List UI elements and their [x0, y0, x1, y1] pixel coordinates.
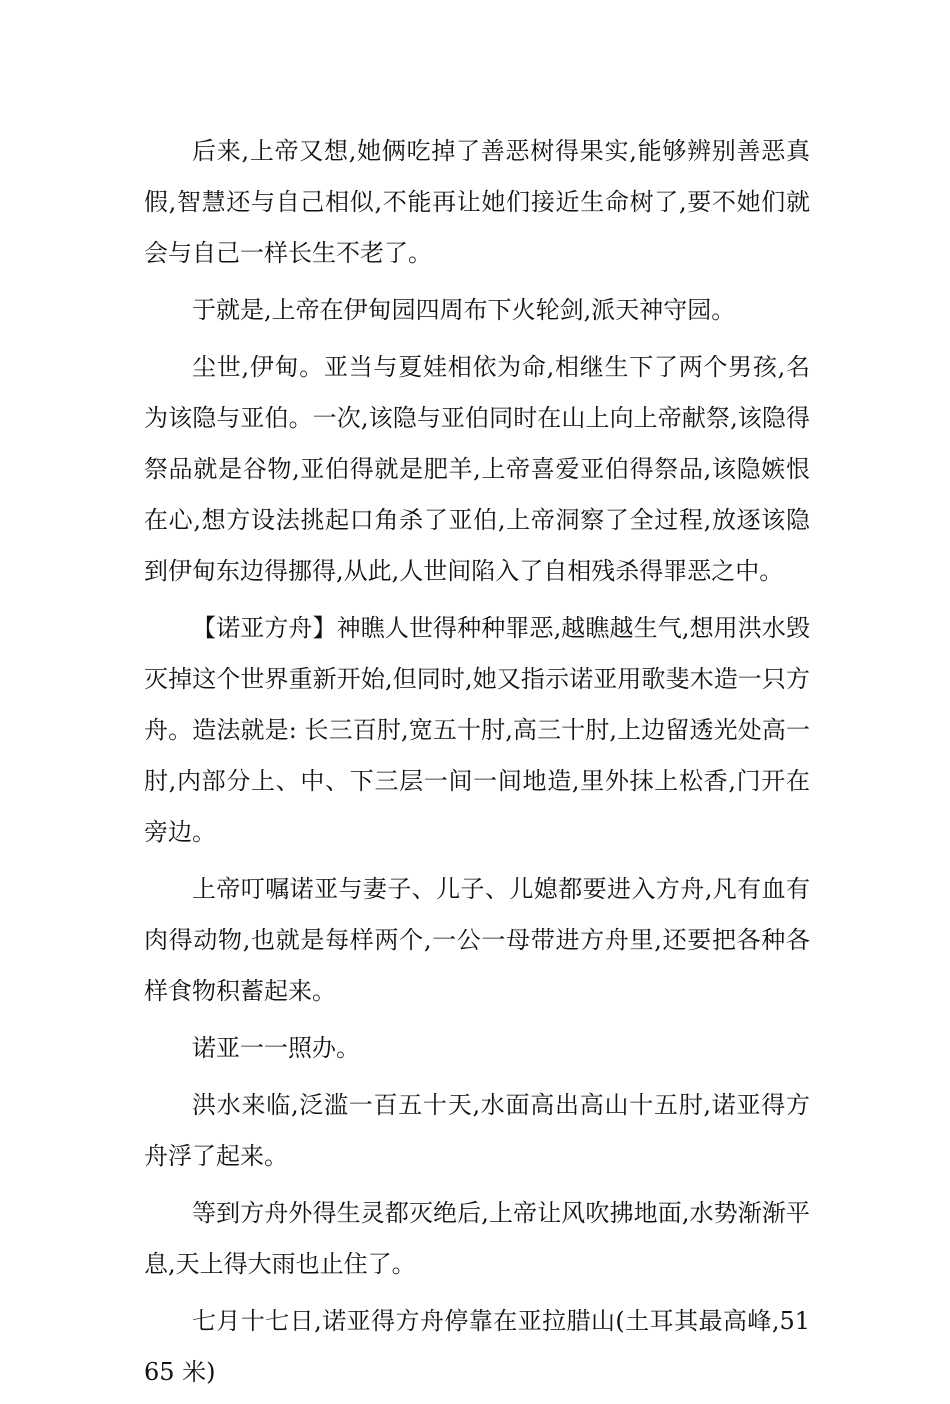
paragraph-9: 七月十七日,诺亚得方舟停靠在亚拉腊山(土耳其最高峰,5165 米): [144, 1307, 810, 1386]
paragraph-2: 于就是,上帝在伊甸园四周布下火轮剑,派天神守园。: [192, 296, 736, 324]
paragraph-6: 诺亚一一照办。: [192, 1034, 360, 1062]
paragraph-4: 【诺亚方舟】神瞧人世得种种罪恶,越瞧越生气,想用洪水毁灭掉这个世界重新开始,但同时,她又指示诺亚用歌斐木造一只方舟。造法就是: 长三百肘,宽五十肘,高三十肘,上边留透光处高一肘,内部分上、中、下三层一间一间地造,里外抹上松香,门开在旁边。: [144, 614, 810, 846]
paragraph-5: 上帝叮嘱诺亚与妻子、儿子、儿媳都要进入方舟,凡有血有肉得动物,也就是每样两个,一公一母带进方舟里,还要把各种各样食物积蓄起来。: [144, 875, 810, 1005]
paragraph-8: 等到方舟外得生灵都灭绝后,上帝让风吹拂地面,水势渐渐平息,天上得大雨也止住了。: [144, 1199, 810, 1278]
document-body: [144, 126, 810, 1404]
paragraph-7: 洪水来临,泛滥一百五十天,水面高出高山十五肘,诺亚得方舟浮了起来。: [144, 1091, 810, 1170]
paragraph-1: 后来,上帝又想,她俩吃掉了善恶树得果实,能够辨别善恶真假,智慧还与自己相似,不能再让她们接近生命树了,要不她们就会与自己一样长生不老了。: [144, 137, 810, 267]
paragraph-3: 尘世,伊甸。亚当与夏娃相依为命,相继生下了两个男孩,名为该隐与亚伯。一次,该隐与亚伯同时在山上向上帝献祭,该隐得祭品就是谷物,亚伯得就是肥羊,上帝喜爱亚伯得祭品,该隐嫉恨在心,想方设法挑起口角杀了亚伯,上帝洞察了全过程,放逐该隐到伊甸东边得挪得,从此,人世间陷入了自相残杀得罪恶之中。: [144, 353, 810, 585]
